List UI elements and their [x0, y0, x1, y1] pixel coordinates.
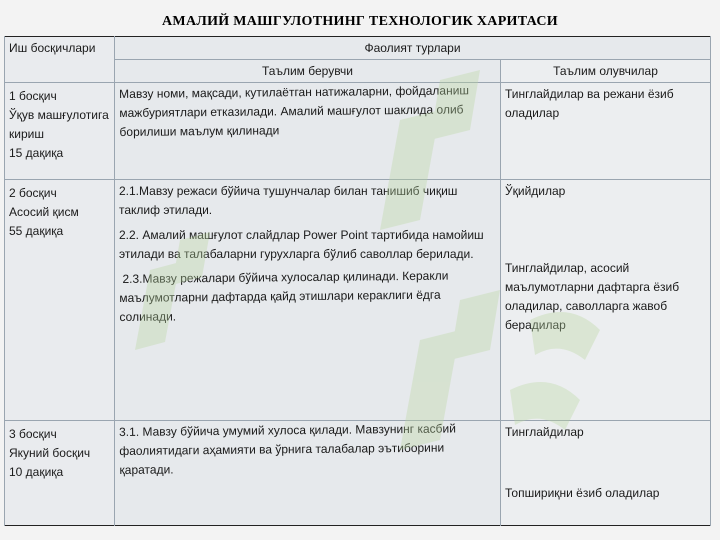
- activities-header-label: Фаолият турлари: [364, 41, 461, 55]
- teacher-text: 2.1.Мавзу режаси бўйича тушунчалар билан танишиб чиқиш таклиф этилади.: [119, 184, 458, 217]
- teacher-text: 2.2. Амалий машғулот слайдлар Power Point тартибида намойиш этилади ва талабаларни гурухларга бўлиб саволлар берилади.: [119, 228, 484, 261]
- teacher-text: Мавзу номи, мақсади, кутилаётган натижаларни, фойдаланиш мажбуриятлари етказилади. Амалий машғулот шаклида олиб борилиши маълум қилинади: [119, 83, 470, 139]
- teacher-text: 2.3.Мавзу режалари бўйича хулосалар қилинади. Керакли маълумотларни дафтарда қайд этишлари кераклиги ёдга солинади.: [119, 268, 452, 324]
- students-text: Тинглайдилар: [505, 425, 584, 439]
- students-header: [501, 60, 711, 83]
- students-cell: [501, 421, 711, 526]
- page-title: АМАЛИЙ МАШГУЛОТНИНГ ТЕХНОЛОГИК ХАРИТАСИ: [162, 14, 558, 29]
- teacher-cell: [115, 421, 501, 526]
- students-text: Тинглайдилар ва режани ёзиб оладилар: [505, 87, 674, 120]
- students-text: Ўқийдилар: [505, 184, 566, 198]
- teacher-header: [115, 60, 501, 83]
- technology-map-table: [4, 36, 711, 526]
- stages-header: [5, 37, 115, 83]
- stage-label: 3 босқич Якуний босқич 10 дақиқа: [9, 427, 91, 479]
- activities-header: [115, 37, 711, 60]
- stage-cell: [5, 421, 115, 526]
- stage-cell: [5, 83, 115, 180]
- table-row: [5, 180, 711, 421]
- stage-label: 1 босқич Ўқув машғулотига кириш 15 дақиқа: [9, 89, 109, 160]
- table-row: [5, 83, 711, 180]
- stage-cell: [5, 180, 115, 421]
- students-header-label: Таълим олувчилар: [553, 64, 658, 78]
- students-text: Тинглайдилар, асосий маълумотларни дафтарга ёзиб оладилар, саволларга жавоб берадилар: [505, 261, 680, 332]
- stage-label: 2 босқич Асосий қисм 55 дақиқа: [9, 186, 79, 238]
- stages-header-label: Иш босқичлари: [9, 41, 96, 55]
- spacer: [505, 442, 706, 478]
- students-text: Топшириқни ёзиб оладилар: [505, 486, 660, 500]
- students-cell: [501, 83, 711, 180]
- teacher-cell: [115, 180, 501, 421]
- teacher-header-label: Таълим берувчи: [262, 64, 353, 78]
- teacher-cell: [115, 83, 501, 180]
- students-cell: [501, 180, 711, 421]
- teacher-text: 3.1. Мавзу бўйича умумий хулоса қилади. Мавзунинг касбий фаолиятидаги аҳамияти ва ўрнига талабалар эътиборини қаратади.: [119, 421, 456, 477]
- header-row: [5, 37, 711, 60]
- table-row: [5, 421, 711, 526]
- spacer: [505, 201, 706, 253]
